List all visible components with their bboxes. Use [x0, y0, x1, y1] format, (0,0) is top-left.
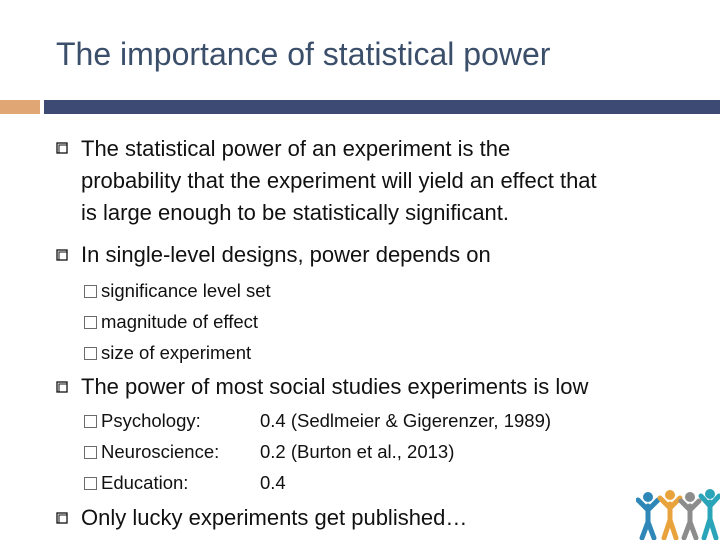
power-value: 0.2 (Burton et al., 2013) [260, 441, 455, 462]
bullet3-sub-item [84, 410, 551, 432]
slide-title: The importance of statistical power [56, 36, 551, 72]
power-value: 0.4 [260, 472, 286, 493]
square-bullet-icon [56, 249, 68, 261]
title-rule [44, 100, 720, 114]
bullet3-sub-item [84, 441, 454, 463]
checkbox-bullet-icon [84, 316, 97, 329]
title-rule-accent [0, 100, 40, 114]
checkbox-bullet-icon [84, 347, 97, 360]
bullet2-sub-item: size of experiment [84, 342, 251, 364]
checkbox-bullet-icon [84, 415, 97, 428]
bullet2-sub-item: magnitude of effect [84, 311, 258, 333]
study-field-label: Psychology: [101, 410, 201, 431]
bullet4-text: Only lucky experiments get published… [81, 505, 468, 530]
bullet2-sub-item: significance level set [84, 280, 271, 302]
bullet3-sub-item [84, 472, 286, 494]
checkbox-bullet-icon [84, 285, 97, 298]
bullet3-text: The power of most social studies experiments is low [81, 374, 589, 399]
bullet1-line2: probability that the experiment will yield an effect that [81, 168, 597, 193]
people-figures-icon [636, 488, 720, 540]
bullet1-line3: is large enough to be statistically significant. [81, 200, 510, 225]
checkbox-bullet-icon [84, 446, 97, 459]
study-field-label: Education: [101, 472, 189, 493]
study-field-label: Neuroscience: [101, 441, 220, 462]
checkbox-bullet-icon [84, 477, 97, 490]
square-bullet-icon [56, 381, 68, 393]
square-bullet-icon [56, 512, 68, 524]
bullet2-text: In single-level designs, power depends on [81, 242, 491, 267]
square-bullet-icon [56, 142, 68, 154]
bullet1-line1: The statistical power of an experiment is the [81, 136, 511, 161]
power-value: 0.4 (Sedlmeier & Gigerenzer, 1989) [260, 410, 552, 431]
